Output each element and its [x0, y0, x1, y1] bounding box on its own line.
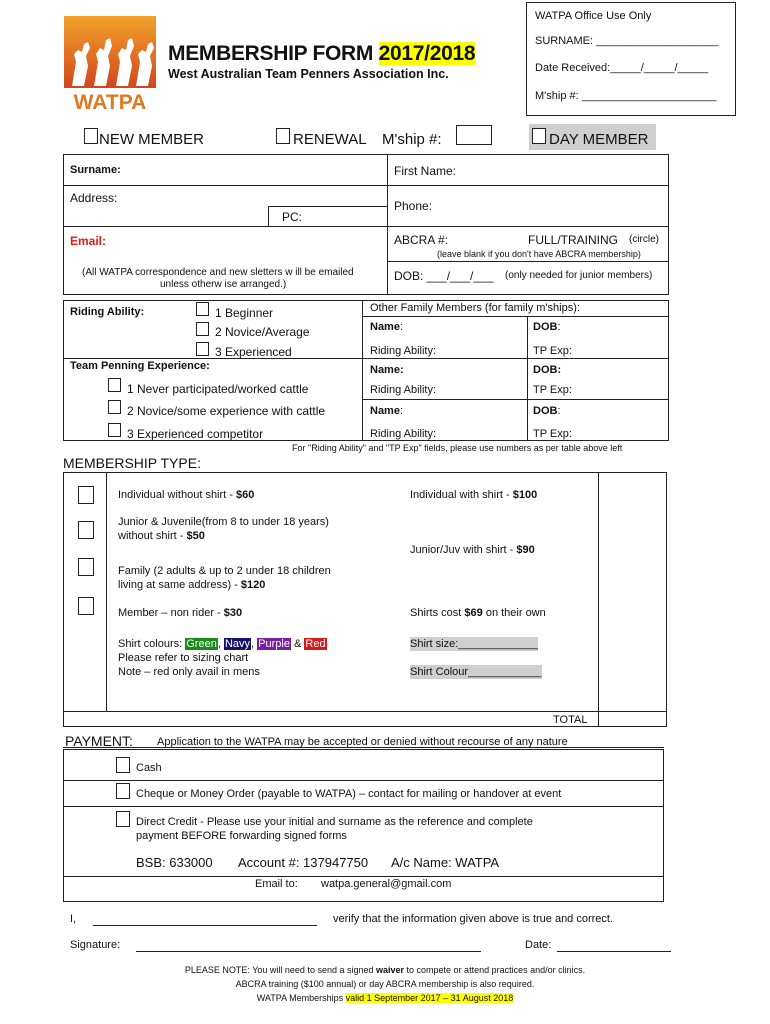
family-1-name-label — [370, 321, 403, 333]
bsb-number: BSB: 633000 — [136, 855, 213, 870]
family-1-tp-label: TP Exp: — [533, 345, 572, 357]
cheque-label: Cheque or Money Order (payable to WATPA) – contact for mailing or handover at event — [136, 788, 562, 800]
svg-text:WATPA: WATPA — [73, 91, 147, 114]
declaration-verify: verify that the information given above is true and correct. — [333, 913, 614, 925]
non-rider-price: $30 — [223, 607, 243, 619]
membership-option-4-checkbox[interactable] — [78, 597, 94, 615]
riding-divider-v — [362, 300, 363, 441]
riding-option-1: 1 Beginner — [215, 306, 274, 320]
family-2-riding-label: Riding Ability: — [370, 384, 437, 396]
correspondence-note-1: (All WATPA correspondence and new sletters w ill be emailed — [82, 267, 354, 278]
footer-waiver: waiver — [376, 965, 405, 975]
membership-type-title: MEMBERSHIP TYPE: — [63, 455, 201, 471]
footer-note-line-3 — [0, 993, 770, 1003]
family-3-name-label — [370, 405, 403, 417]
family-price: $120 — [240, 579, 266, 591]
junior-line-1: Junior & Juvenile(from 8 to under 18 years) — [118, 516, 329, 528]
dob-note: (only needed for junior members) — [505, 270, 653, 281]
family-3-tp-label: TP Exp: — [533, 428, 572, 440]
team-option-1-checkbox[interactable] — [108, 378, 121, 392]
correspondence-note-2: unless otherw ise arranged.) — [160, 279, 287, 290]
family-3-name-text: Name — [370, 405, 400, 417]
swatch-sep-1: , — [217, 638, 221, 650]
mship-number-label: M'ship #: — [382, 131, 442, 148]
family-2-dob-label — [533, 364, 561, 376]
family-line-2 — [118, 579, 265, 591]
individual-with-shirt — [410, 489, 537, 501]
footer-line-1-a: PLEASE NOTE: You will need to send a signed — [184, 965, 376, 975]
direct-credit-checkbox[interactable] — [116, 811, 130, 827]
junior-line-2 — [118, 530, 205, 542]
junior-with-shirt-price: $90 — [516, 544, 535, 556]
horse-riders-logo-graphic — [62, 16, 162, 116]
swatch-navy: Navy — [224, 638, 251, 650]
family-members-title: Other Family Members (for family m'ships): — [370, 302, 580, 314]
family-footnote: For "Riding Ability" and "TP Exp" fields, please use numbers as per table above left — [292, 443, 623, 453]
team-option-2: 2 Novice/some experience with cattle — [127, 404, 326, 418]
swatch-red: Red — [305, 638, 326, 650]
shirts-cost-text-2: on their own — [482, 607, 546, 619]
new-member-checkbox[interactable] — [84, 128, 98, 144]
family-1-dob-label — [533, 321, 561, 333]
membership-option-1-checkbox[interactable] — [78, 486, 94, 504]
red-note: Note – red only avail in mens — [118, 666, 260, 678]
email-label: Email: — [70, 234, 107, 248]
account-name: A/c Name: WATPA — [391, 855, 500, 870]
day-member-label: DAY MEMBER — [549, 131, 649, 148]
shirt-colours — [118, 638, 327, 650]
family-2-name-label — [370, 364, 404, 376]
shirt-size-field[interactable]: Shirt size:_____________ — [410, 638, 538, 650]
riding-option-3: 3 Experienced — [215, 345, 292, 359]
declaration-i: I, — [70, 913, 77, 925]
phone-label: Phone: — [394, 199, 433, 213]
family-2-tp-label: TP Exp: — [533, 384, 572, 396]
family-divider-v — [527, 316, 528, 441]
total-label: TOTAL — [553, 714, 588, 726]
signature-label: Signature: — [70, 939, 121, 951]
riding-option-2: 2 Novice/Average — [215, 325, 310, 339]
team-option-1: 1 Never participated/worked cattle — [127, 382, 309, 396]
riding-divider-h — [63, 358, 362, 359]
swatch-purple: Purple — [258, 638, 290, 650]
account-number: Account #: 137947750 — [238, 855, 369, 870]
individual-no-shirt — [118, 489, 254, 501]
sizing-note: Please refer to sizing chart — [118, 652, 249, 664]
individual-no-shirt-price: $60 — [236, 489, 255, 501]
family-2-dob-colon: : — [557, 364, 562, 376]
family-line-1: Family (2 adults & up to 2 under 18 children — [118, 565, 331, 577]
family-1-riding-label: Riding Ability: — [370, 345, 437, 357]
mship-number-field[interactable] — [456, 125, 492, 145]
abcra-note: (leave blank if you don't have ABCRA membership) — [437, 249, 641, 259]
cheque-checkbox[interactable] — [116, 783, 130, 799]
direct-credit-line-2: payment BEFORE forwarding signed forms — [136, 830, 347, 842]
first-name-label: First Name: — [394, 164, 457, 178]
details-divider-h1 — [63, 185, 669, 186]
circle-label: (circle) — [629, 234, 659, 245]
office-use-title: WATPA Office Use Only — [535, 10, 652, 22]
riding-ability-label: Riding Ability: — [70, 306, 145, 318]
family-1-name-colon: : — [399, 321, 404, 333]
address-label: Address: — [70, 191, 118, 205]
surname-label: Surname: — [70, 164, 121, 176]
riding-option-2-checkbox[interactable] — [196, 322, 209, 336]
membership-divider-total — [63, 711, 667, 712]
email-to-address[interactable]: watpa.general@gmail.com — [321, 878, 452, 890]
family-3-dob-colon: : — [557, 405, 561, 417]
office-mship: M'ship #: ______________________ — [535, 90, 717, 102]
riding-option-1-checkbox[interactable] — [196, 302, 209, 316]
payment-title-underline — [63, 747, 664, 748]
family-2-dob-text: DOB — [533, 364, 558, 376]
family-3-name-colon: : — [399, 405, 404, 417]
shirt-colours-label: Shirt colours: — [118, 638, 186, 650]
footer-line-1-b: to compete or attend practices and/or clinics. — [404, 965, 586, 975]
family-divider-h1 — [362, 358, 669, 359]
non-rider-text: Member – non rider - — [118, 607, 224, 619]
family-divider-h2 — [362, 399, 669, 400]
junior-with-shirt-text: Junior/Juv with shirt - — [410, 544, 517, 556]
family-1-dob-text: DOB — [533, 321, 558, 333]
payment-note: Application to the WATPA may be accepted or denied without recourse of any nature — [157, 736, 568, 748]
membership-divider-left — [106, 472, 107, 711]
family-3-riding-label: Riding Ability: — [370, 428, 437, 440]
family-divider-h0 — [362, 316, 669, 317]
individual-with-shirt-text: Individual with shirt - — [410, 489, 513, 501]
shirts-cost-price: $69 — [464, 607, 483, 619]
junior-with-shirt — [410, 544, 535, 556]
declaration-name-line[interactable] — [93, 925, 317, 926]
shirts-cost-text-1: Shirts cost — [410, 607, 465, 619]
family-1-dob-colon: : — [557, 321, 561, 333]
family-2-name-colon: : — [399, 364, 404, 376]
payment-divider-3 — [63, 876, 664, 877]
day-member-checkbox[interactable] — [532, 128, 546, 144]
payment-divider-2 — [63, 806, 664, 807]
individual-with-shirt-price: $100 — [512, 489, 538, 501]
renewal-checkbox[interactable] — [276, 128, 290, 144]
family-line-2-text: living at same address) - — [118, 579, 241, 591]
footer-line-3-a: WATPA Memberships — [256, 993, 346, 1003]
family-3-dob-label — [533, 405, 561, 417]
payment-title: PAYMENT: — [65, 733, 133, 749]
individual-no-shirt-text: Individual without shirt - — [118, 489, 236, 501]
membership-option-2-checkbox[interactable] — [78, 521, 94, 539]
signature-line[interactable] — [136, 951, 481, 952]
office-surname: SURNAME: ____________________ — [535, 35, 719, 47]
team-option-2-checkbox[interactable] — [108, 400, 121, 414]
details-divider-h3 — [387, 261, 669, 262]
shirt-colour-field[interactable]: Shirt Colour____________ — [410, 666, 542, 678]
abcra-label: ABCRA #: — [394, 233, 449, 247]
riding-option-3-checkbox[interactable] — [196, 342, 209, 356]
footer-valid-dates: valid 1 September 2017 – 31 August 2018 — [345, 993, 514, 1003]
page-title — [168, 42, 475, 66]
junior-price: $50 — [186, 530, 205, 542]
team-option-3: 3 Experienced competitor — [127, 427, 264, 441]
family-1-name-text: Name — [370, 321, 400, 333]
full-training-label: FULL/TRAINING — [528, 233, 619, 247]
team-option-3-checkbox[interactable] — [108, 423, 121, 437]
direct-credit-line-1: Direct Credit - Please use your initial and surname as the reference and complete — [136, 816, 533, 828]
pc-label: PC: — [282, 210, 303, 224]
watpa-logo — [62, 16, 162, 116]
family-3-dob-text: DOB — [533, 405, 558, 417]
title-prefix: MEMBERSHIP FORM — [168, 42, 379, 65]
swatch-green: Green — [186, 638, 217, 650]
date-label: Date: — [525, 939, 552, 951]
cash-checkbox[interactable] — [116, 757, 130, 773]
footer-note-line-1 — [0, 965, 770, 975]
details-divider-h2 — [63, 226, 669, 227]
family-2-name-text: Name — [370, 364, 400, 376]
footer-note-line-2: ABCRA training ($100 annual) or day ABCRA membership is also required. — [235, 979, 535, 989]
swatch-amp: & — [290, 638, 305, 650]
membership-option-3-checkbox[interactable] — [78, 558, 94, 576]
membership-box — [63, 472, 667, 727]
junior-line-2-text: without shirt - — [118, 530, 187, 542]
non-rider — [118, 607, 242, 619]
swatch-sep-2: , — [251, 638, 255, 650]
payment-divider-1 — [63, 780, 664, 781]
email-to-label: Email to: — [255, 878, 298, 890]
date-line[interactable] — [557, 951, 671, 952]
title-years: 2017/2018 — [378, 42, 476, 65]
dob-label: DOB: ___/___/___ — [394, 269, 494, 283]
membership-divider-right — [598, 472, 599, 727]
shirts-cost — [410, 607, 546, 619]
team-penning-label: Team Penning Experience: — [70, 360, 210, 372]
cash-label: Cash — [136, 762, 162, 774]
office-date-received: Date Received:_____/_____/_____ — [535, 62, 709, 74]
new-member-label: NEW MEMBER — [99, 131, 204, 148]
renewal-label: RENEWAL — [293, 131, 367, 148]
page-subtitle: West Australian Team Penners Association Inc. — [168, 67, 449, 81]
